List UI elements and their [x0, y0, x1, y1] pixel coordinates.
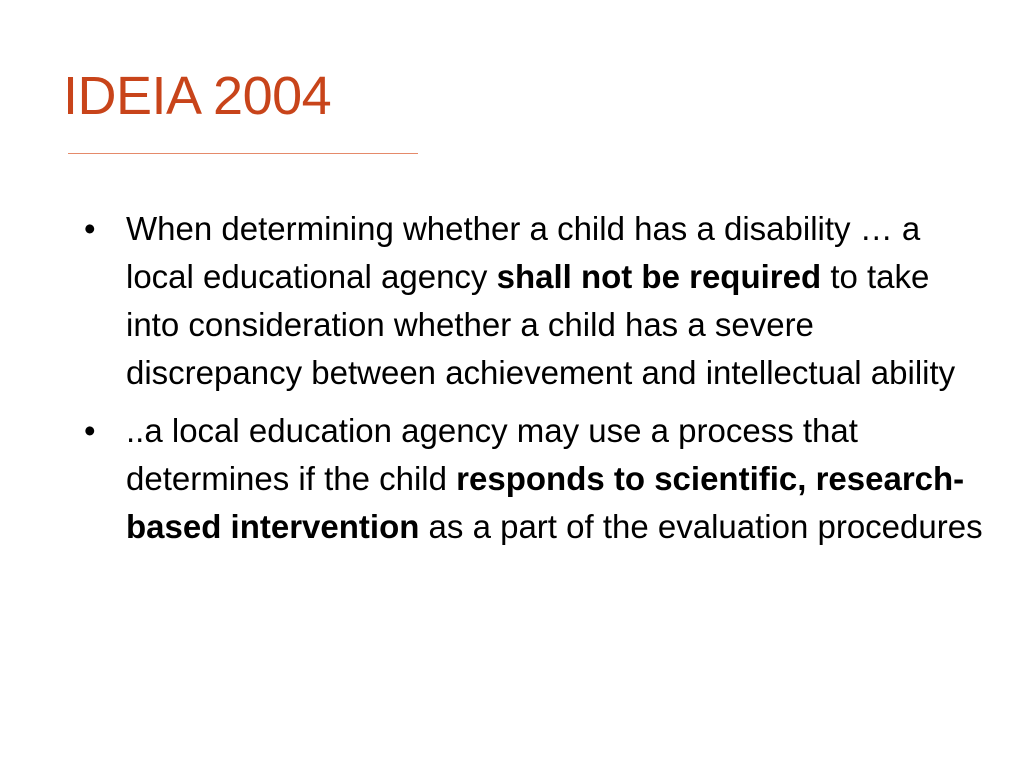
bullet-2-text-part-1: ..a local education agency may use a process that determines if the child: [126, 412, 858, 497]
bullet-1-text-part-3: to take into consideration whether a child has a severe discrepancy between achievement and intellectual ability: [126, 258, 956, 391]
bullet-item-2: [84, 407, 984, 551]
bullet-marker: •: [84, 412, 96, 449]
bullet-text: [126, 205, 984, 397]
bullet-2-bold-emphasis: responds to scientific, research-based intervention: [126, 460, 965, 545]
bullet-1-bold-emphasis: shall not be required: [496, 258, 822, 295]
bullet-1-text-part-1: When determining whether a child has a disability … a local educational agency: [126, 210, 921, 295]
bullet-list: [84, 205, 984, 561]
bullet-marker: •: [84, 210, 96, 247]
title-underline-rule: [68, 153, 418, 154]
bullet-item-1: [84, 205, 984, 397]
bullet-text: [126, 407, 984, 551]
slide-title: IDEIA 2004: [63, 66, 332, 126]
bullet-2-text-part-3: as a part of the evaluation procedures: [419, 508, 983, 545]
